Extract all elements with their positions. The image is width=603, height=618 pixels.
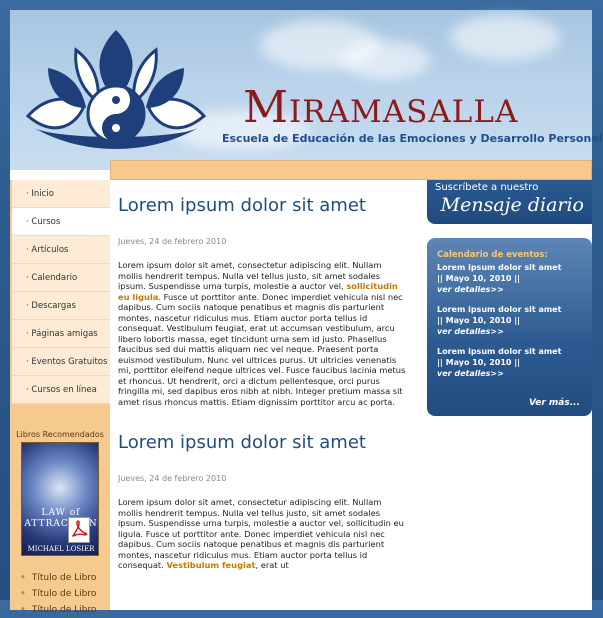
book-cover-title-line-2: ATTRACTION bbox=[24, 519, 98, 529]
book-cover-image[interactable] bbox=[21, 442, 99, 556]
event-date: || Mayo 10, 2010 || bbox=[437, 316, 521, 325]
subscribe-line-1: Suscríbete a nuestro bbox=[435, 182, 539, 193]
post-body-text: Lorem ipsum dolor sit amet, consectetur adipiscing elit. Nullam mollis hendrerit tempus. Nulla vel tellus justo, sit amet sodales ipsum. Suspendisse urna turpis, molestie a auctor vel, bbox=[118, 260, 382, 291]
book-link[interactable]: • Título de Libro bbox=[20, 586, 96, 602]
site-subtitle: Escuela de Educación de las Emociones y Desarrollo Personal bbox=[222, 132, 603, 145]
nav-item-paginas-amigas[interactable]: · Páginas amigas bbox=[12, 320, 110, 348]
post-body bbox=[118, 260, 408, 407]
site-header bbox=[10, 10, 603, 170]
page-frame bbox=[10, 10, 603, 615]
nav-item-eventos-gratuitos[interactable]: · Eventos Gratuitos bbox=[12, 348, 110, 376]
main-content bbox=[118, 180, 418, 610]
event-item bbox=[437, 346, 587, 379]
post bbox=[118, 431, 418, 571]
nav-item-inicio[interactable]: · Inicio bbox=[12, 180, 110, 208]
event-title[interactable]: Lorem ipsum dolor sit amet bbox=[437, 263, 562, 272]
post-highlight-link[interactable]: sollicitudin eu ligula bbox=[118, 281, 398, 302]
subscribe-line-2: Mensaje diario bbox=[440, 194, 584, 216]
post-body bbox=[118, 497, 408, 571]
nav-item-cursos-en-linea[interactable]: · Cursos en línea bbox=[12, 376, 110, 404]
nav-item-cursos[interactable]: · Cursos bbox=[12, 208, 110, 236]
post-highlight-link[interactable]: Vestibulum feugiat bbox=[166, 560, 256, 570]
subscribe-banner[interactable] bbox=[427, 180, 592, 224]
lotus-yin-yang-icon[interactable] bbox=[24, 28, 208, 156]
post-title[interactable]: Lorem ipsum dolor sit amet bbox=[118, 432, 366, 453]
book-link[interactable]: • Título de Libro bbox=[20, 570, 96, 586]
book-cover-author: MICHAEL LOSIER bbox=[27, 545, 95, 553]
main-nav bbox=[12, 180, 110, 404]
event-title[interactable]: Lorem ipsum dolor sit amet bbox=[437, 347, 562, 356]
cloud-decoration bbox=[340, 40, 430, 80]
nav-item-descargas[interactable]: · Descargas bbox=[12, 292, 110, 320]
post-body-text: Lorem ipsum dolor sit amet, consectetur adipiscing elit. Nullam mollis hendrerit tempus. Nulla vel tellus justo, sit amet sodales ipsum. Suspendisse urna turpis, molestie a auctor vel, sollicitudin eu ligula. Fusce ut porttitor ante. Donec imperdiet vehicula nisl nec dapibus. Cum sociis natoque penatibus et magnis dis parturient montes, nascetur ridiculus mus. Etiam auctor porta tellus id consequat. bbox=[118, 497, 404, 570]
post-title[interactable]: Lorem ipsum dolor sit amet bbox=[118, 195, 366, 216]
event-details-link[interactable]: ver detalles>> bbox=[437, 327, 504, 336]
event-details-link[interactable]: ver detalles>> bbox=[437, 369, 504, 378]
header-strip bbox=[110, 160, 592, 180]
event-item bbox=[437, 304, 587, 337]
left-column bbox=[10, 180, 110, 615]
events-title: Calendario de eventos: bbox=[437, 250, 548, 260]
nav-item-articulos[interactable]: · Artículos bbox=[12, 236, 110, 264]
event-title[interactable]: Lorem ipsum dolor sit amet bbox=[437, 305, 562, 314]
post-body-text: . Fusce ut porttitor ante. Donec imperdiet vehicula nisl nec dapibus. Cum sociis natoque penatibus et magnis dis parturient montes, nascetur ridiculus mus. Etiam auctor porta tellus id consequat. Vestibulum feugiat, erat ut accumsan vestibulum, arcu libero lobortis massa, eget tincidunt urna sem id justo. Phasellus faucibus sed dui mattis aliquam nec vel neque. Praesent porta euismod vestibulum. Nunc vel ultrices purus. Ut ultricies venenatis mi, porttitor eleifend neque ultrices vel. Fusce faucibus lacinia metus et rhoncus. Ut hendrerit, orci a dictum pellentesque, orci purus fringilla mi, sed dapibus eros nibh at nibh. Integer pretium massa sit amet risus rhoncus mattis. Etiam dignissim porttitor arcu ac porta. bbox=[118, 291, 406, 407]
events-calendar-box bbox=[427, 238, 592, 416]
event-date: || Mayo 10, 2010 || bbox=[437, 358, 521, 367]
site-title[interactable]: Miramasalla bbox=[243, 82, 519, 133]
post bbox=[118, 194, 418, 407]
book-cover-title-line-1: LAW of bbox=[41, 508, 81, 518]
book-link[interactable]: • Título de Libro bbox=[20, 602, 96, 618]
cloud-decoration bbox=[450, 15, 560, 60]
post-date: Jueves, 24 de febrero 2010 bbox=[118, 237, 227, 246]
book-list bbox=[20, 570, 96, 618]
pdf-icon bbox=[68, 517, 90, 543]
events-more-link[interactable]: Ver más... bbox=[528, 398, 580, 408]
event-date: || Mayo 10, 2010 || bbox=[437, 274, 521, 283]
event-details-link[interactable]: ver detalles>> bbox=[437, 285, 504, 294]
books-section-title: Libros Recomendados bbox=[16, 430, 104, 439]
nav-item-calendario[interactable]: · Calendario bbox=[12, 264, 110, 292]
post-date: Jueves, 24 de febrero 2010 bbox=[118, 474, 227, 483]
event-item bbox=[437, 262, 587, 295]
post-body-text: , erat ut bbox=[255, 560, 289, 570]
